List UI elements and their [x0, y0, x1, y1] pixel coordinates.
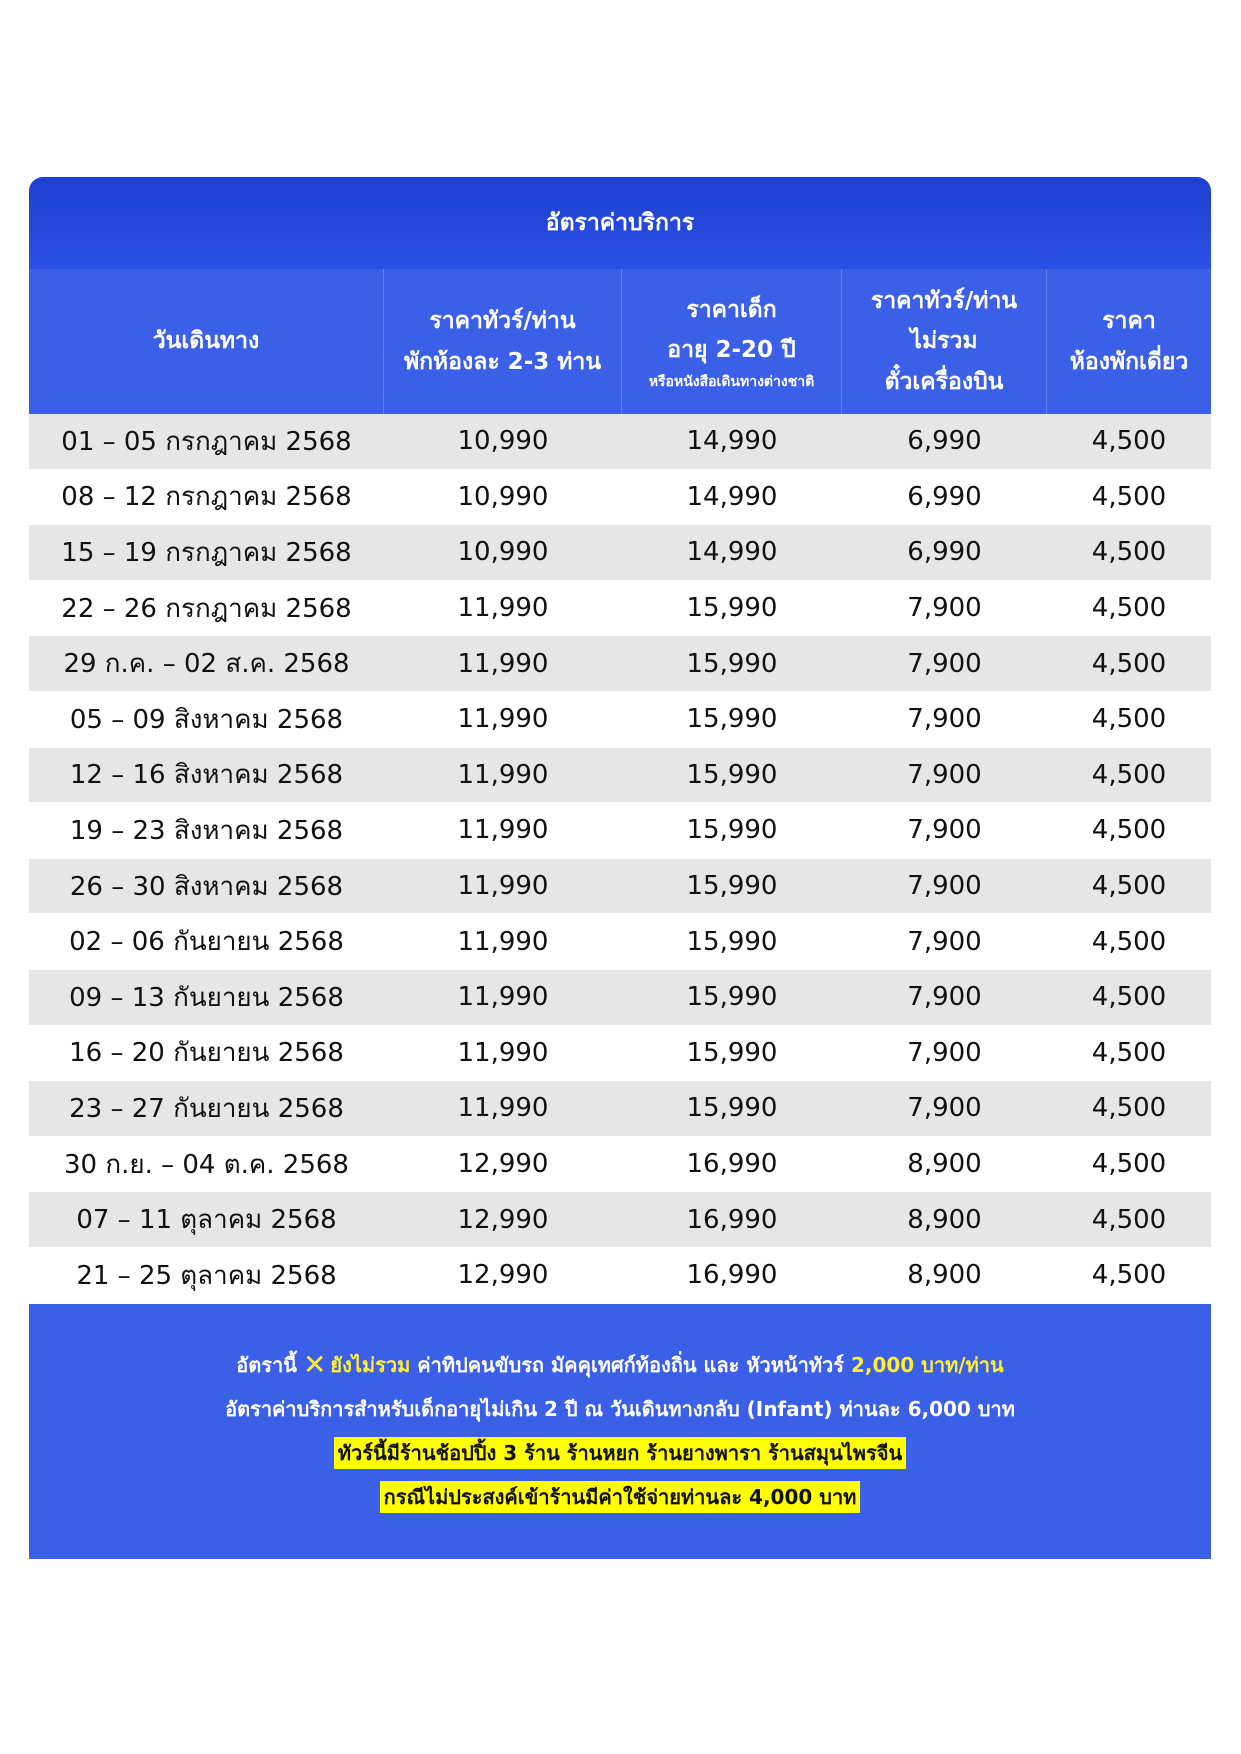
header-single-line1: ราคา [1102, 308, 1156, 335]
table-row [29, 914, 1211, 970]
cell-adult-price: 12,990 [457, 1149, 549, 1180]
cell-adult-price: 11,990 [457, 759, 549, 790]
cell-no-flight-price: 6,990 [907, 481, 982, 512]
cell-no-flight-price: 7,900 [907, 815, 982, 846]
cell-adult-price: 11,990 [457, 593, 549, 624]
table-header [29, 269, 1211, 414]
cell-adult-price: 10,990 [457, 537, 549, 568]
cell-date: 29 ก.ค. – 02 ส.ค. 2568 [63, 649, 350, 680]
cell-date: 02 – 06 กันยายน 2568 [69, 927, 344, 958]
header-date-label: วันเดินทาง [152, 328, 260, 355]
table-row [29, 414, 1211, 470]
table-row [29, 970, 1211, 1026]
table-title: อัตราค่าบริการ [29, 177, 1211, 269]
cell-date: 26 – 30 สิงหาคม 2568 [69, 871, 344, 902]
cell-child-price: 14,990 [686, 537, 778, 568]
cell-no-flight-price: 8,900 [907, 1260, 982, 1291]
cell-child-price: 15,990 [686, 926, 778, 957]
cell-adult-price: 11,990 [457, 704, 549, 735]
table-row [29, 859, 1211, 915]
cell-date: 08 – 12 กรกฎาคม 2568 [61, 482, 352, 513]
cell-child-price: 15,990 [686, 648, 778, 679]
cell-no-flight-price: 7,900 [907, 704, 982, 735]
cell-date: 07 – 11 ตุลาคม 2568 [76, 1205, 337, 1236]
cell-single-room-price: 4,500 [1091, 982, 1167, 1013]
header-noflight-line2: ไม่รวม [910, 328, 978, 355]
cell-single-room-price: 4,500 [1091, 481, 1167, 512]
note-not-included: ยังไม่รวม [330, 1353, 411, 1377]
header-no-flight-price [842, 269, 1047, 414]
note-line-4 [380, 1475, 861, 1519]
cell-no-flight-price: 7,900 [907, 1093, 982, 1124]
cell-date: 22 – 26 กรกฎาคม 2568 [61, 593, 352, 624]
cell-adult-price: 12,990 [457, 1260, 549, 1291]
cell-no-flight-price: 7,900 [907, 871, 982, 902]
cell-adult-price: 11,990 [457, 1037, 549, 1068]
header-noflight-line1: ราคาทัวร์/ท่าน [870, 288, 1018, 315]
cell-adult-price: 12,990 [457, 1204, 549, 1235]
cell-child-price: 14,990 [686, 481, 778, 512]
cell-single-room-price: 4,500 [1091, 1037, 1167, 1068]
header-noflight-line3: ตั๋วเครื่องบิน [884, 368, 1004, 395]
header-child-price [622, 269, 842, 414]
cell-single-room-price: 4,500 [1091, 537, 1167, 568]
cell-single-room-price: 4,500 [1091, 871, 1167, 902]
cell-no-flight-price: 6,990 [907, 426, 982, 457]
table-row [29, 803, 1211, 859]
cell-child-price: 15,990 [686, 593, 778, 624]
note-tip-amount: 2,000 บาท/ท่าน [850, 1353, 1004, 1377]
cell-date: 16 – 20 กันยายน 2568 [69, 1038, 344, 1069]
note-line-3 [334, 1431, 906, 1475]
cell-single-room-price: 4,500 [1091, 759, 1167, 790]
table-row [29, 1081, 1211, 1137]
cell-adult-price: 11,990 [457, 926, 549, 957]
cell-adult-price: 11,990 [457, 1093, 549, 1124]
table-row [29, 581, 1211, 637]
note-rate-label: อัตรานี้ [236, 1353, 297, 1377]
cell-date: 21 – 25 ตุลาคม 2568 [76, 1260, 337, 1291]
cell-adult-price: 11,990 [457, 648, 549, 679]
cell-child-price: 15,990 [686, 871, 778, 902]
cell-adult-price: 11,990 [457, 815, 549, 846]
cell-adult-price: 10,990 [457, 426, 549, 457]
cell-date: 12 – 16 สิงหาคม 2568 [69, 760, 344, 791]
cell-no-flight-price: 7,900 [907, 759, 982, 790]
note-shopping: ทัวร์นี้มีร้านช้อปปิ้ง 3 ร้าน ร้านหยก ร้านยางพารา ร้านสมุนไพรจีน [334, 1437, 906, 1469]
header-adult-line1: ราคาทัวร์/ท่าน [429, 308, 576, 335]
cell-child-price: 15,990 [686, 1093, 778, 1124]
table-row [29, 1192, 1211, 1248]
cell-child-price: 15,990 [686, 815, 778, 846]
cell-single-room-price: 4,500 [1091, 815, 1167, 846]
cell-date: 19 – 23 สิงหาคม 2568 [69, 815, 344, 846]
cell-child-price: 16,990 [686, 1149, 778, 1180]
cell-single-room-price: 4,500 [1091, 704, 1167, 735]
cell-single-room-price: 4,500 [1091, 1260, 1167, 1291]
table-row [29, 636, 1211, 692]
cross-icon: ✕ [302, 1348, 327, 1381]
notes-panel [29, 1304, 1211, 1559]
header-child-line3: หรือหนังสือเดินทางต่างชาติ [648, 373, 815, 390]
cell-date: 09 – 13 กันยายน 2568 [69, 982, 344, 1013]
cell-no-flight-price: 7,900 [907, 926, 982, 957]
cell-single-room-price: 4,500 [1091, 1149, 1167, 1180]
header-adult-line2: พักห้องละ 2-3 ท่าน [403, 348, 602, 375]
cell-single-room-price: 4,500 [1091, 1093, 1167, 1124]
cell-child-price: 15,990 [686, 759, 778, 790]
table-row [29, 525, 1211, 581]
cell-single-room-price: 4,500 [1091, 648, 1167, 679]
cell-date: 23 – 27 กันยายน 2568 [69, 1093, 344, 1124]
cell-no-flight-price: 7,900 [907, 648, 982, 679]
cell-no-flight-price: 8,900 [907, 1149, 982, 1180]
table-row [29, 748, 1211, 804]
cell-single-room-price: 4,500 [1091, 426, 1167, 457]
cell-adult-price: 10,990 [457, 481, 549, 512]
cell-adult-price: 11,990 [457, 871, 549, 902]
cell-date: 01 – 05 กรกฎาคม 2568 [61, 426, 352, 457]
note-infant-rate: อัตราค่าบริการสำหรับเด็กอายุไม่เกิน 2 ปี ณ วันเดินทางกลับ (Infant) ท่านละ 6,000 บาท [225, 1397, 1015, 1421]
header-single-room [1047, 269, 1211, 414]
cell-date: 15 – 19 กรกฎาคม 2568 [61, 537, 352, 568]
cell-child-price: 16,990 [686, 1204, 778, 1235]
cell-no-flight-price: 7,900 [907, 1037, 982, 1068]
cell-date: 05 – 09 สิงหาคม 2568 [69, 704, 344, 735]
note-shopping-fee: กรณีไม่ประสงค์เข้าร้านมีค่าใช้จ่ายท่านละ 4,000 บาท [380, 1481, 861, 1513]
table-row [29, 692, 1211, 748]
cell-no-flight-price: 7,900 [907, 593, 982, 624]
cell-single-room-price: 4,500 [1091, 1204, 1167, 1235]
cell-child-price: 15,990 [686, 704, 778, 735]
cell-child-price: 14,990 [686, 426, 778, 457]
cell-no-flight-price: 7,900 [907, 982, 982, 1013]
cell-adult-price: 11,990 [457, 982, 549, 1013]
cell-no-flight-price: 6,990 [907, 537, 982, 568]
table-body [29, 414, 1211, 1304]
note-tip-items: ค่าทิปคนขับรถ มัคคุเทศก์ท้องถิ่น และ หัวหน้าทัวร์ [417, 1353, 844, 1377]
cell-child-price: 16,990 [686, 1260, 778, 1291]
header-single-line2: ห้องพักเดี่ยว [1069, 348, 1189, 375]
cell-date: 30 ก.ย. – 04 ต.ค. 2568 [64, 1149, 349, 1180]
header-child-line1: ราคาเด็ก [686, 297, 777, 324]
table-row [29, 1248, 1211, 1304]
cell-child-price: 15,990 [686, 1037, 778, 1068]
cell-no-flight-price: 8,900 [907, 1204, 982, 1235]
header-date [29, 269, 384, 414]
header-adult-price [384, 269, 622, 414]
header-child-line2: อายุ 2-20 ปี [667, 337, 796, 364]
cell-child-price: 15,990 [686, 982, 778, 1013]
cell-single-room-price: 4,500 [1091, 926, 1167, 957]
table-row [29, 470, 1211, 526]
table-row [29, 1137, 1211, 1193]
price-table [29, 177, 1211, 1559]
note-line-2 [225, 1387, 1015, 1431]
cell-single-room-price: 4,500 [1091, 593, 1167, 624]
note-line-1 [236, 1343, 1003, 1387]
table-row [29, 1026, 1211, 1082]
